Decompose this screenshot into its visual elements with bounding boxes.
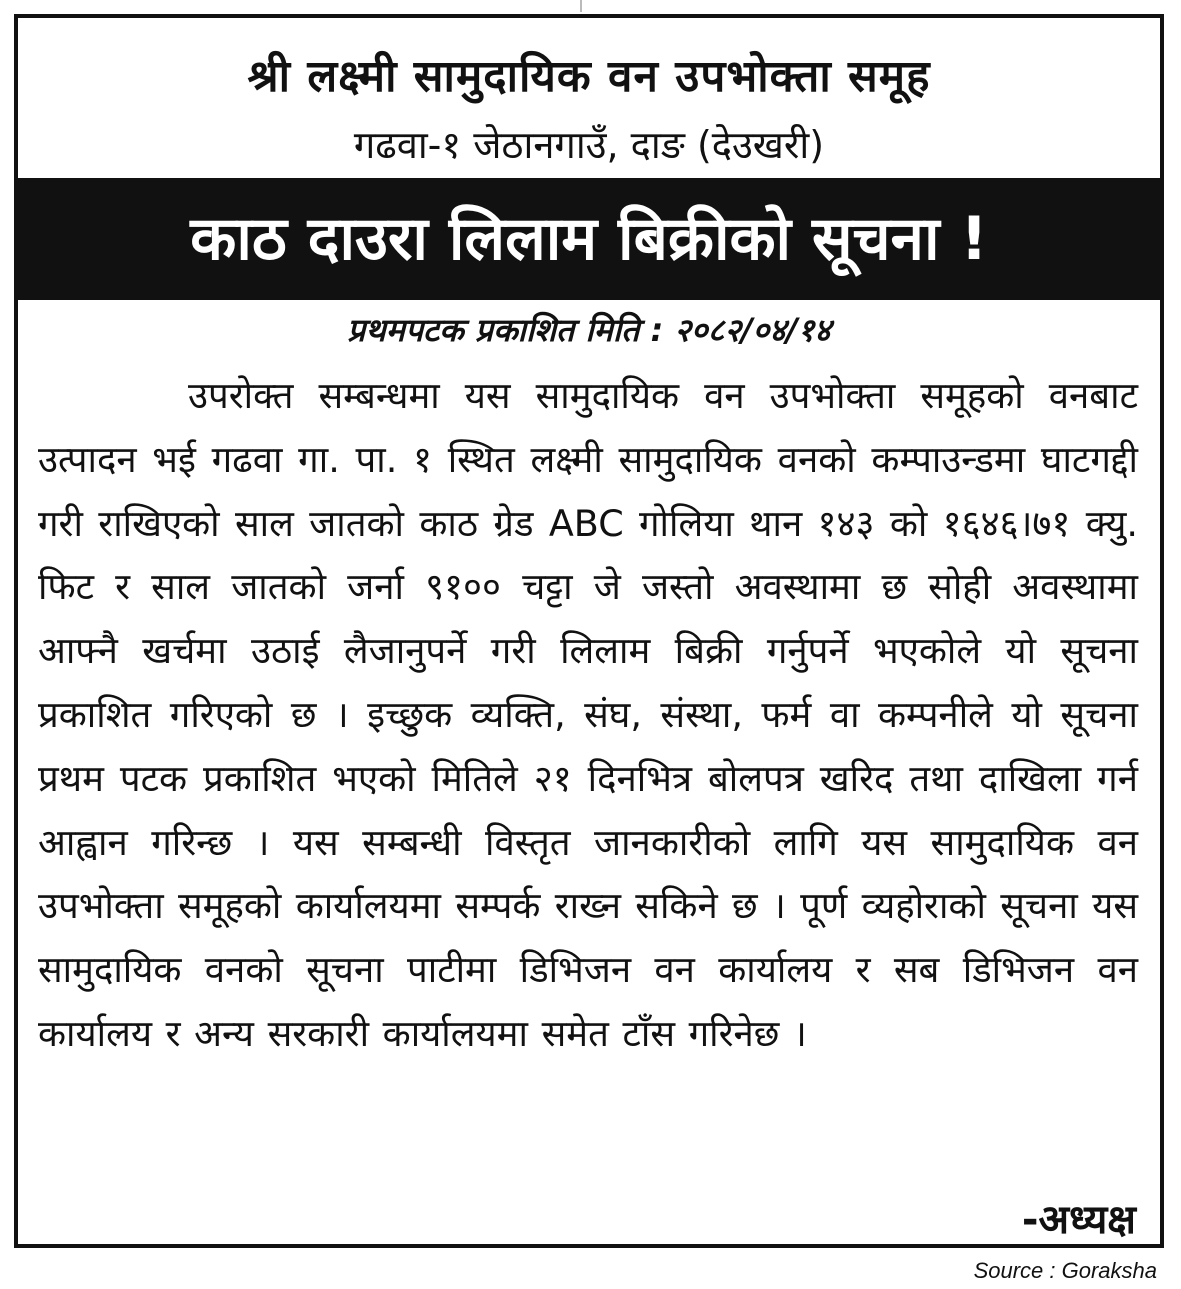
organization-name: श्री लक्ष्मी सामुदायिक वन उपभोक्ता समूह: [247, 51, 931, 102]
notice-body: उपरोक्त सम्बन्धमा यस सामुदायिक वन उपभोक्ता समूहको वनबाट उत्पादन भई गढवा गा. पा. १ स्थित लक्ष्मी सामुदायिक वनको कम्पाउन्डमा घाटगद्दी गरी राखिएको साल जातको काठ ग्रेड ABC गोलिया थान १४३ को १६४६।७१ क्यु. फिट र साल जातको जर्ना ९१०० चट्टा जे जस्तो अवस्थामा छ सोही अवस्थामा आफ्नै खर्चमा उठाई लैजानुपर्ने गरी लिलाम बिक्री गर्नुपर्ने भएकोले यो सूचना प्रकाशित गरिएको छ । इच्छुक व्यक्ति, संघ, संस्था, फर्म वा कम्पनीले यो सूचना प्रथम पटक प्रकाशित भएको मितिले २१ दिनभित्र बोलपत्र खरिद तथा दाखिला गर्न आह्वान गरिन्छ । यस सम्बन्धी विस्तृत जानकारीको लागि यस सामुदायिक वन उपभोक्ता समूहको कार्यालयमा सम्पर्क राख्न सकिने छ । पूर्ण व्यहोराको सूचना यस सामुदायिक वनको सूचना पाटीमा डिभिजन वन कार्यालय र सब डिभिजन वन कार्यालय र अन्य सरकारी कार्यालयमा समेत टाँस गरिनेछ ।: [38, 374, 1138, 1055]
organization-address: गढवा-१ जेठानगाउँ, दाङ (देउखरी): [353, 123, 825, 167]
source-credit: Source : Goraksha: [973, 1258, 1157, 1283]
notice-headline: काठ दाउरा लिलाम बिक्रीको सूचना !: [18, 178, 1160, 300]
scan-artifact: [580, 0, 582, 12]
publication-date: प्रथमपटक प्रकाशित मिति : २०८२/०४/१४: [347, 311, 831, 349]
notice-frame: [14, 14, 1164, 1248]
signature: -अध्यक्ष: [1021, 1197, 1136, 1243]
